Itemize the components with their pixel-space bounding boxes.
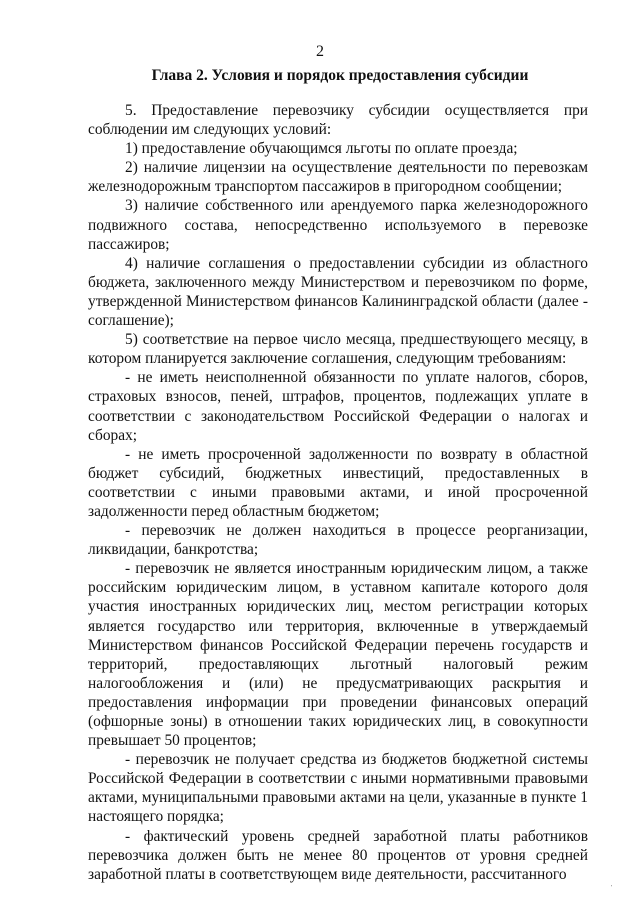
requirement-reorganization: - перевозчик не должен находиться в процессе реорганизации, ликвидации, банкротства; <box>88 522 588 559</box>
document-body <box>88 101 588 884</box>
condition-5: 5) соответствие на первое число месяца, предшествующего месяцу, в котором планируется заключение соглашения, следующим требованиям: <box>88 331 588 368</box>
requirement-foreign-entity: - перевозчик не является иностранным юридическим лицом, а также российским юридическим лицом, в уставном капитале которого доля участия иностранных юридических лиц, местом регистрации которых является государство или территория, включенные в утверждаемый Министерством финансов Российской Федерации перечень государств и территорий, предоставляющих льготный налоговый режим налогообложения и (или) не предусматривающих раскрытия и предоставления информации при проведении финансовых операций (офшорные зоны) в отношении таких юридических лиц, в совокупности превышает 50 процентов; <box>88 560 588 750</box>
condition-4: 4) наличие соглашения о предоставлении субсидии из областного бюджета, заключенного между Министерством и перевозчиком по форме, утвержденной Министерством финансов Калининградской области (далее - соглашение); <box>88 254 588 330</box>
paragraph-5: 5. Предоставление перевозчику субсидии осуществляется при соблюдении им следующих условий: <box>88 102 588 139</box>
condition-1: 1) предоставление обучающимся льготы по оплате проезда; <box>125 140 518 158</box>
requirement-taxes: - не иметь неисполненной обязанности по уплате налогов, сборов, страховых взносов, пеней, штрафов, процентов, подлежащих уплате в соответствии с законодательством Российской Федерации о налогах и сборах; <box>88 369 588 444</box>
condition-3: 3) наличие собственного или арендуемого парка железнодорожного подвижного состава, непосредственно используемого в перевозке пассажиров; <box>88 197 588 253</box>
requirement-other-funds: - перевозчик не получает средства из бюджетов бюджетной системы Российской Федерации в соответствии с иными нормативными правовыми актами, муниципальными правовыми актами на цели, указанные в пункте 1 настоящего порядка; <box>88 751 588 826</box>
page-number: 2 <box>316 43 324 60</box>
corner-mark: ' <box>610 885 612 891</box>
requirement-salary: - фактический уровень средней заработной платы работников перевозчика должен быть не менее 80 процентов от уровня средней заработной платы в соответствующем виде деятельности, рассчитанного <box>88 827 588 883</box>
requirement-budget-debt: - не иметь просроченной задолженности по возврату в областной бюджет субсидий, бюджетных инвестиций, предоставленных в соответствии с иными правовыми актами, и иной просроченной задолженности перед областным бюджетом; <box>88 445 588 520</box>
chapter-title: Глава 2. Условия и порядок предоставления субсидии <box>151 67 529 84</box>
condition-2: 2) наличие лицензии на осуществление деятельности по перевозкам железнодорожным транспортом пассажиров в пригородном сообщении; <box>88 159 588 196</box>
